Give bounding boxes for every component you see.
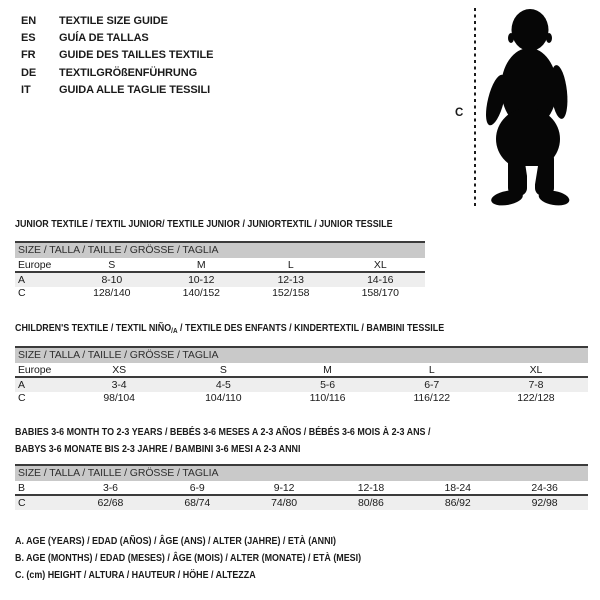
value-cell: 4-5 bbox=[215, 379, 231, 392]
row-label-cell: C bbox=[18, 287, 26, 300]
value-cell: XS bbox=[112, 363, 126, 376]
language-code: ES bbox=[21, 32, 36, 45]
value-cell: 158/170 bbox=[361, 287, 399, 300]
table-row bbox=[15, 273, 425, 286]
value-cell: 80/86 bbox=[358, 497, 384, 510]
height-measure-label: C bbox=[455, 107, 464, 119]
value-cell: 6-7 bbox=[424, 379, 440, 392]
language-code: EN bbox=[21, 15, 37, 27]
value-cell: 3-4 bbox=[111, 379, 127, 392]
value-cell: 152/158 bbox=[272, 287, 310, 300]
section-title-babies bbox=[15, 424, 430, 457]
notes-list bbox=[15, 533, 422, 583]
value-cell: 5-6 bbox=[320, 379, 335, 392]
table-row bbox=[15, 496, 588, 509]
language-title: TEXTILGRÖßENFÜHRUNG bbox=[59, 66, 198, 79]
value-cell: 12-13 bbox=[277, 274, 304, 287]
row-label-cell: A bbox=[18, 379, 25, 392]
value-cell: 9-12 bbox=[273, 481, 295, 494]
row-label-cell: Europe bbox=[18, 258, 52, 271]
language-code: FR bbox=[21, 49, 36, 62]
value-cell: 86/92 bbox=[444, 497, 471, 510]
junior-size-table bbox=[15, 241, 425, 300]
value-cell: 98/104 bbox=[103, 392, 135, 405]
value-cell: 10-12 bbox=[188, 274, 215, 287]
title-text: / TEXTILE DES ENFANTS / KINDERTEXTIL / BAMBINI TESSILE bbox=[177, 322, 445, 334]
value-cell: 8-10 bbox=[101, 274, 123, 287]
babies-size-table bbox=[15, 464, 588, 510]
value-cell: S bbox=[108, 258, 116, 271]
value-cell: 110/116 bbox=[309, 392, 346, 405]
value-cell: XL bbox=[529, 363, 543, 376]
language-title: TEXTILE SIZE GUIDE bbox=[59, 15, 168, 27]
language-row bbox=[21, 82, 213, 99]
value-cell: 68/74 bbox=[184, 497, 211, 510]
table-row bbox=[15, 378, 588, 391]
value-cell: 92/98 bbox=[531, 497, 558, 510]
value-cell: 7-8 bbox=[528, 379, 544, 392]
section-title-children bbox=[15, 320, 444, 338]
language-list bbox=[21, 13, 213, 99]
height-measure-dotted-line bbox=[474, 8, 476, 207]
language-row bbox=[21, 30, 213, 47]
value-cell: 104/110 bbox=[205, 392, 242, 405]
language-title: GUIDE DES TAILLES TEXTILE bbox=[59, 49, 214, 62]
language-title: GUIDA ALLE TAGLIE TESSILI bbox=[59, 83, 211, 96]
row-label-cell: A bbox=[18, 274, 25, 287]
language-row bbox=[21, 65, 213, 82]
size-header-bar: SIZE / TALLA / TAILLE / GRÖSSE / TAGLIA bbox=[15, 466, 588, 481]
value-cell: 140/152 bbox=[182, 287, 220, 300]
value-cell: 116/122 bbox=[413, 392, 450, 405]
value-cell: 122/128 bbox=[517, 392, 555, 405]
note-line: B. AGE (MONTHS) / EDAD (MESES) / ÂGE (MOIS) / ALTER (MONATE) / ETÀ (MESI) bbox=[15, 551, 362, 564]
value-cell: 74/80 bbox=[271, 497, 297, 510]
language-code: IT bbox=[21, 83, 31, 96]
title-line-1: BABIES 3-6 MONTH TO 2-3 YEARS / BEBÉS 3-6 MESES A 2-3 AÑOS / BÉBÉS 3-6 MOIS À 2-3 ANS / bbox=[15, 426, 431, 438]
row-label-cell: Europe bbox=[18, 363, 52, 376]
value-cell: S bbox=[219, 363, 227, 376]
title-line-2: BABYS 3-6 MONATE BIS 2-3 JAHRE / BAMBINI 3-6 MESI A 2-3 ANNI bbox=[15, 442, 301, 455]
value-cell: 12-18 bbox=[357, 481, 385, 494]
section-title-junior: JUNIOR TEXTILE / TEXTIL JUNIOR/ TEXTILE JUNIOR / JUNIORTEXTIL / JUNIOR TESSILE bbox=[15, 218, 393, 230]
table-row bbox=[15, 363, 588, 378]
row-label-cell: B bbox=[18, 481, 25, 494]
value-cell: L bbox=[287, 258, 294, 271]
note-line: C. (cm) HEIGHT / ALTURA / HAUTEUR / HÖHE / ALTEZZA bbox=[15, 568, 256, 581]
value-cell: 24-36 bbox=[531, 481, 558, 494]
value-cell: 62/68 bbox=[97, 497, 124, 510]
language-code: DE bbox=[21, 66, 37, 79]
language-row bbox=[21, 13, 213, 30]
table-row bbox=[15, 258, 425, 273]
value-cell: M bbox=[196, 258, 206, 271]
row-label-cell: C bbox=[18, 497, 26, 510]
size-header-bar: SIZE / TALLA / TAILLE / GRÖSSE / TAGLIA bbox=[15, 348, 588, 363]
language-row bbox=[21, 47, 213, 64]
table-row bbox=[15, 481, 588, 496]
title-subscript: /A bbox=[171, 326, 178, 335]
baby-silhouette-icon bbox=[481, 6, 581, 208]
value-cell: 3-6 bbox=[102, 481, 118, 494]
title-text: CHILDREN'S TEXTILE / TEXTIL NIÑO bbox=[15, 322, 172, 334]
value-cell: XL bbox=[373, 258, 387, 271]
value-cell: 6-9 bbox=[189, 481, 205, 494]
value-cell: M bbox=[323, 363, 332, 376]
children-size-table bbox=[15, 346, 588, 405]
note-line: A. AGE (YEARS) / EDAD (AÑOS) / ÂGE (ANS) / ALTER (JAHRE) / ETÀ (ANNI) bbox=[15, 535, 336, 547]
value-cell: 18-24 bbox=[444, 481, 471, 494]
value-cell: 14-16 bbox=[367, 274, 394, 287]
size-header-bar: SIZE / TALLA / TAILLE / GRÖSSE / TAGLIA bbox=[15, 243, 425, 258]
table-row bbox=[15, 392, 588, 405]
value-cell: L bbox=[428, 363, 435, 376]
table-row bbox=[15, 287, 425, 300]
row-label-cell: C bbox=[18, 392, 26, 405]
value-cell: 128/140 bbox=[93, 287, 131, 300]
language-title: GUÍA DE TALLAS bbox=[59, 32, 149, 45]
